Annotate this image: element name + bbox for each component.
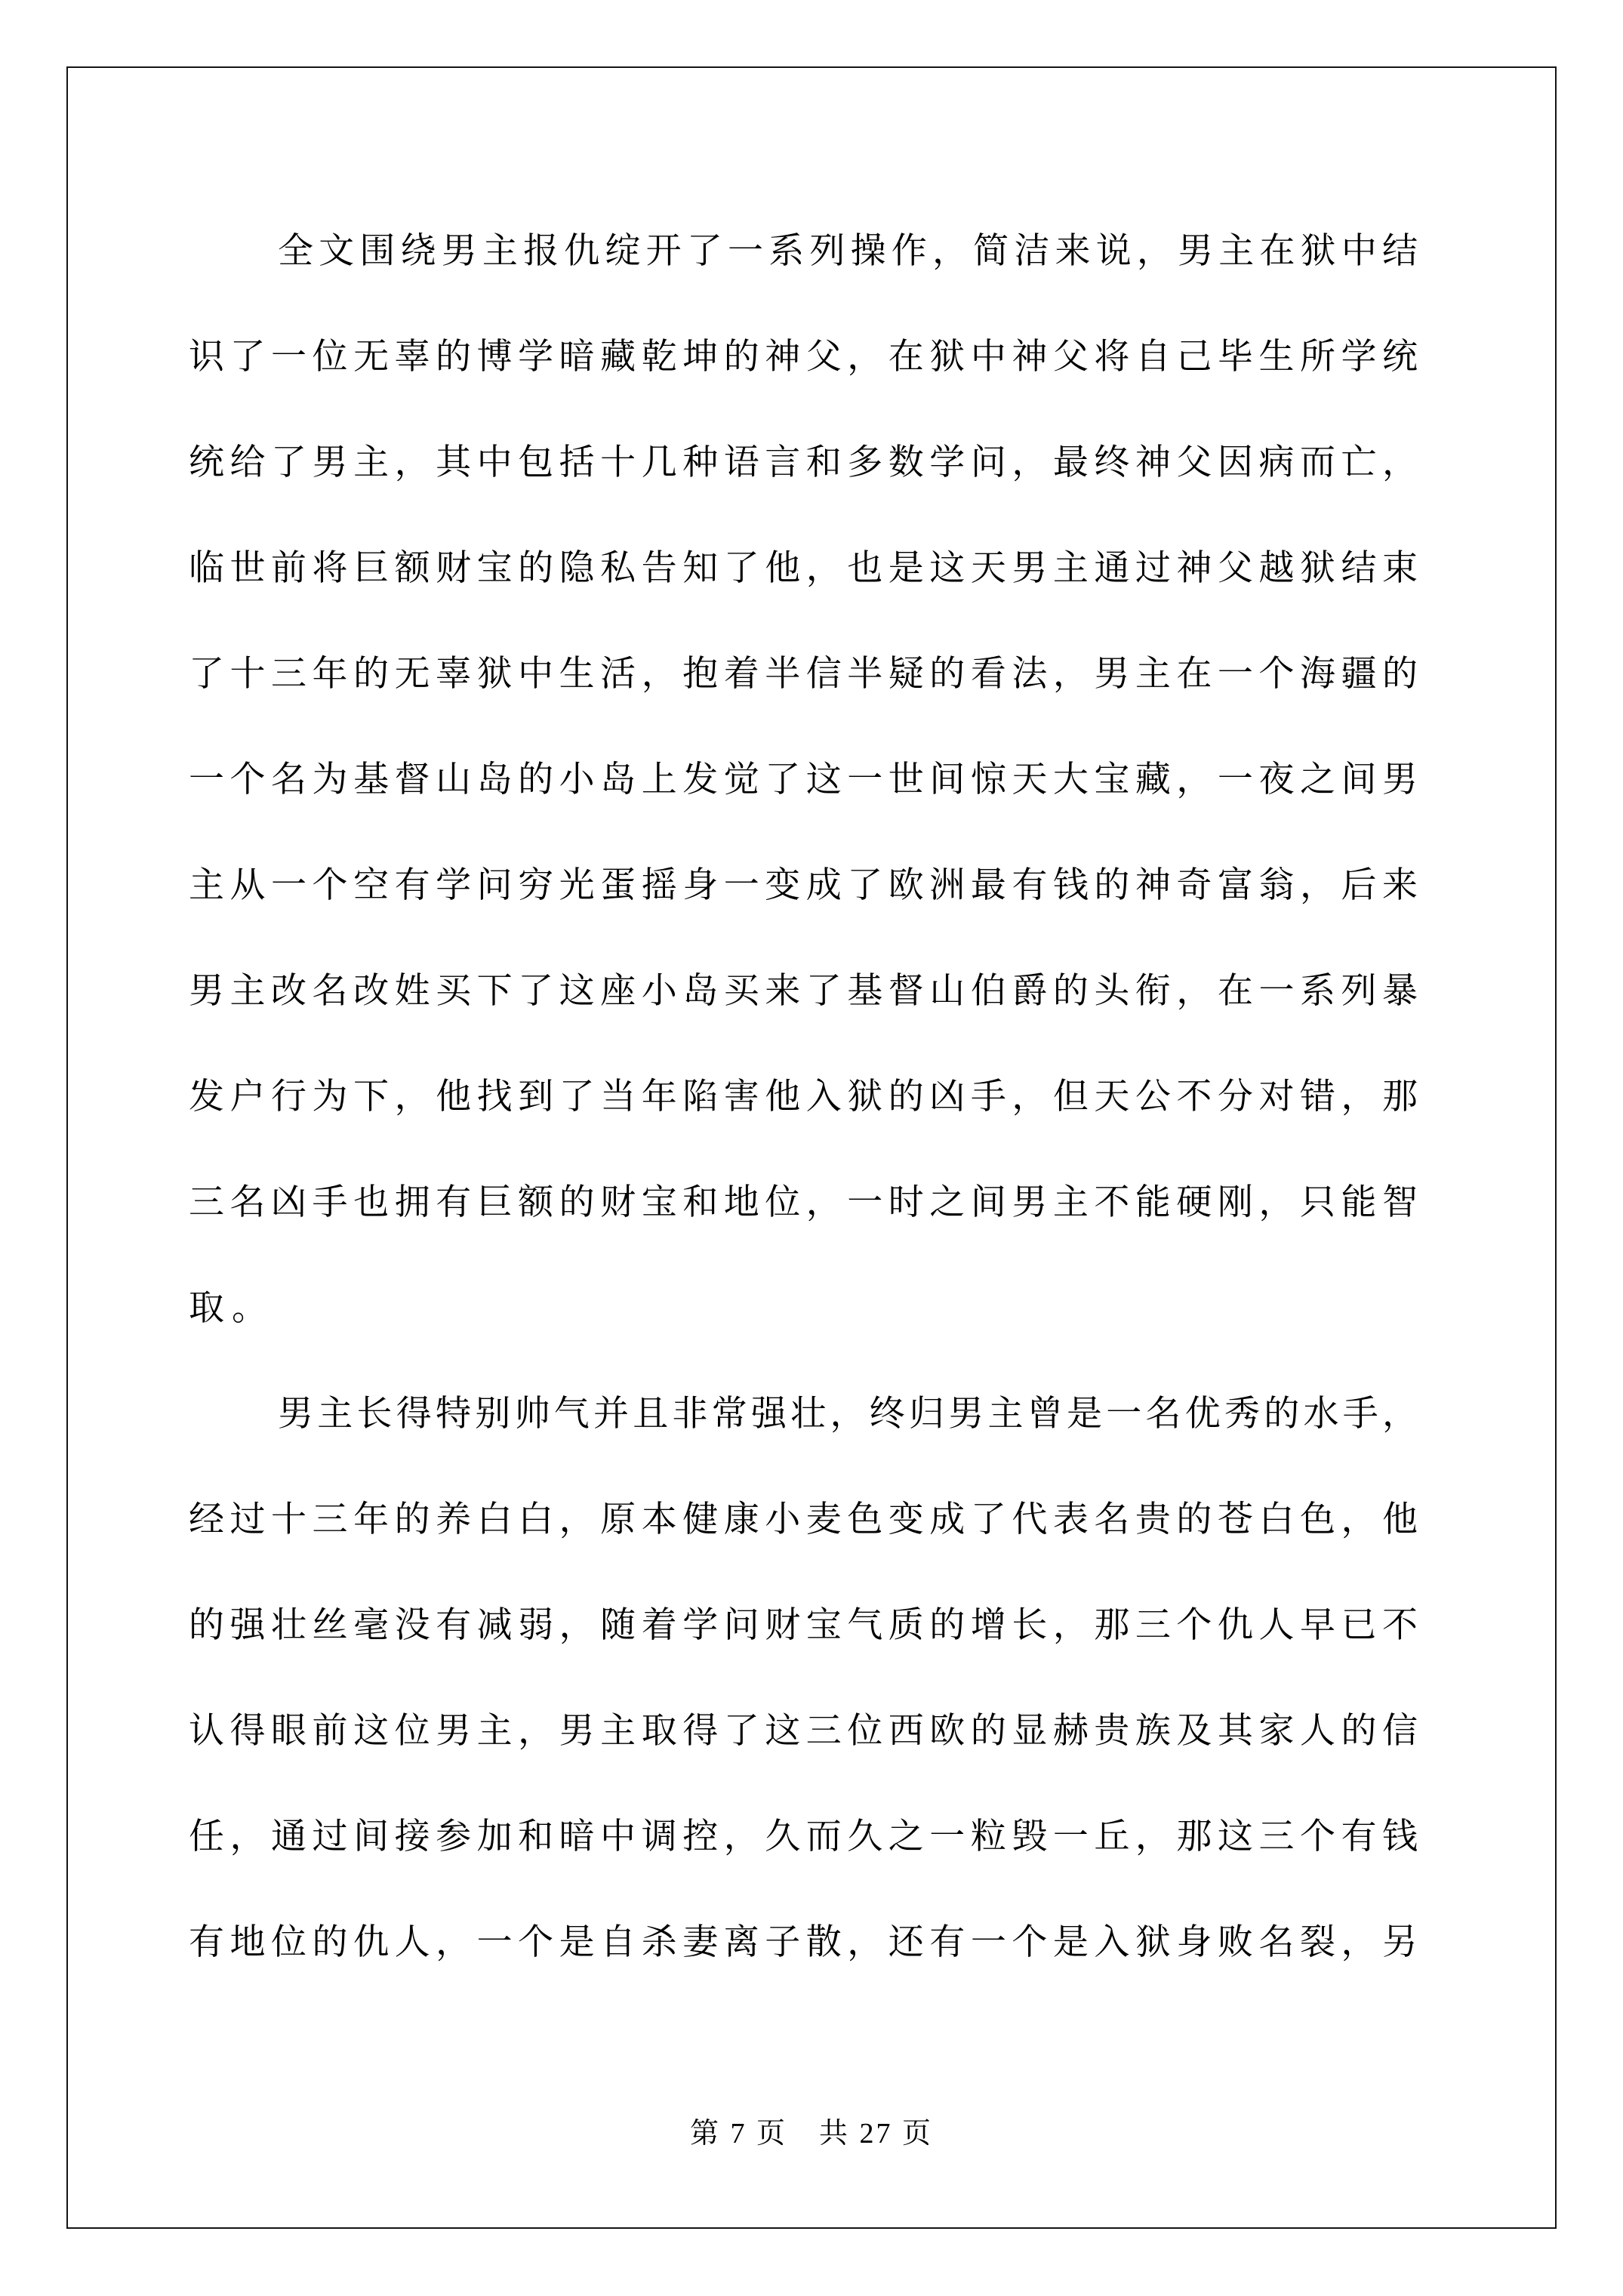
text-line: 男主改名改姓买下了这座小岛买来了基督山伯爵的头衔，在一系列暴 xyxy=(189,972,1419,1011)
page-number-total-label: 共 27 页 xyxy=(819,2118,934,2150)
essay-paragraphs xyxy=(189,199,1419,1996)
text-line: 男主长得特别帅气并且非常强壮，终归男主曾是一名优秀的水手， xyxy=(278,1395,1419,1434)
text-line: 任，通过间接参加和暗中调控，久而久之一粒毁一丘，那这三个有钱 xyxy=(189,1817,1419,1857)
page-footer xyxy=(0,2116,1623,2152)
paragraph xyxy=(189,199,1419,1361)
text-line: 主从一个空有学问穷光蛋摇身一变成了欧洲最有钱的神奇富翁，后来 xyxy=(189,866,1419,905)
text-line: 统给了男主，其中包括十几种语言和多数学问，最终神父因病而亡， xyxy=(189,443,1419,482)
text-line: 三名凶手也拥有巨额的财宝和地位，一时之间男主不能硬刚，只能智 xyxy=(189,1183,1419,1222)
text-line: 临世前将巨额财宝的隐私告知了他，也是这天男主通过神父越狱结束 xyxy=(189,549,1419,588)
paragraph xyxy=(189,1361,1419,1996)
page-number-current-label: 第 7 页 xyxy=(689,2118,787,2150)
text-line: 全文围绕男主报仇绽开了一系列操作，简洁来说，男主在狱中结 xyxy=(278,232,1419,271)
page-border-frame xyxy=(66,66,1557,2229)
text-line: 有地位的仇人，一个是自杀妻离子散，还有一个是入狱身败名裂，另 xyxy=(189,1923,1419,1962)
text-line: 经过十三年的养白白，原本健康小麦色变成了代表名贵的苍白色，他 xyxy=(189,1500,1419,1539)
text-line: 发户行为下，他找到了当年陷害他入狱的凶手，但天公不分对错，那 xyxy=(189,1077,1419,1117)
text-line: 认得眼前这位男主，男主取得了这三位西欧的显赫贵族及其家人的信 xyxy=(189,1712,1419,1751)
text-line: 取。 xyxy=(189,1289,275,1328)
text-line: 一个名为基督山岛的小岛上发觉了这一世间惊天大宝藏，一夜之间男 xyxy=(189,760,1419,800)
text-line: 了十三年的无辜狱中生活，抱着半信半疑的看法，男主在一个海疆的 xyxy=(189,655,1419,694)
text-line: 识了一位无辜的博学暗藏乾坤的神父，在狱中神父将自己毕生所学统 xyxy=(189,337,1419,377)
text-line: 的强壮丝毫没有减弱，随着学问财宝气质的增长，那三个仇人早已不 xyxy=(189,1606,1419,1645)
